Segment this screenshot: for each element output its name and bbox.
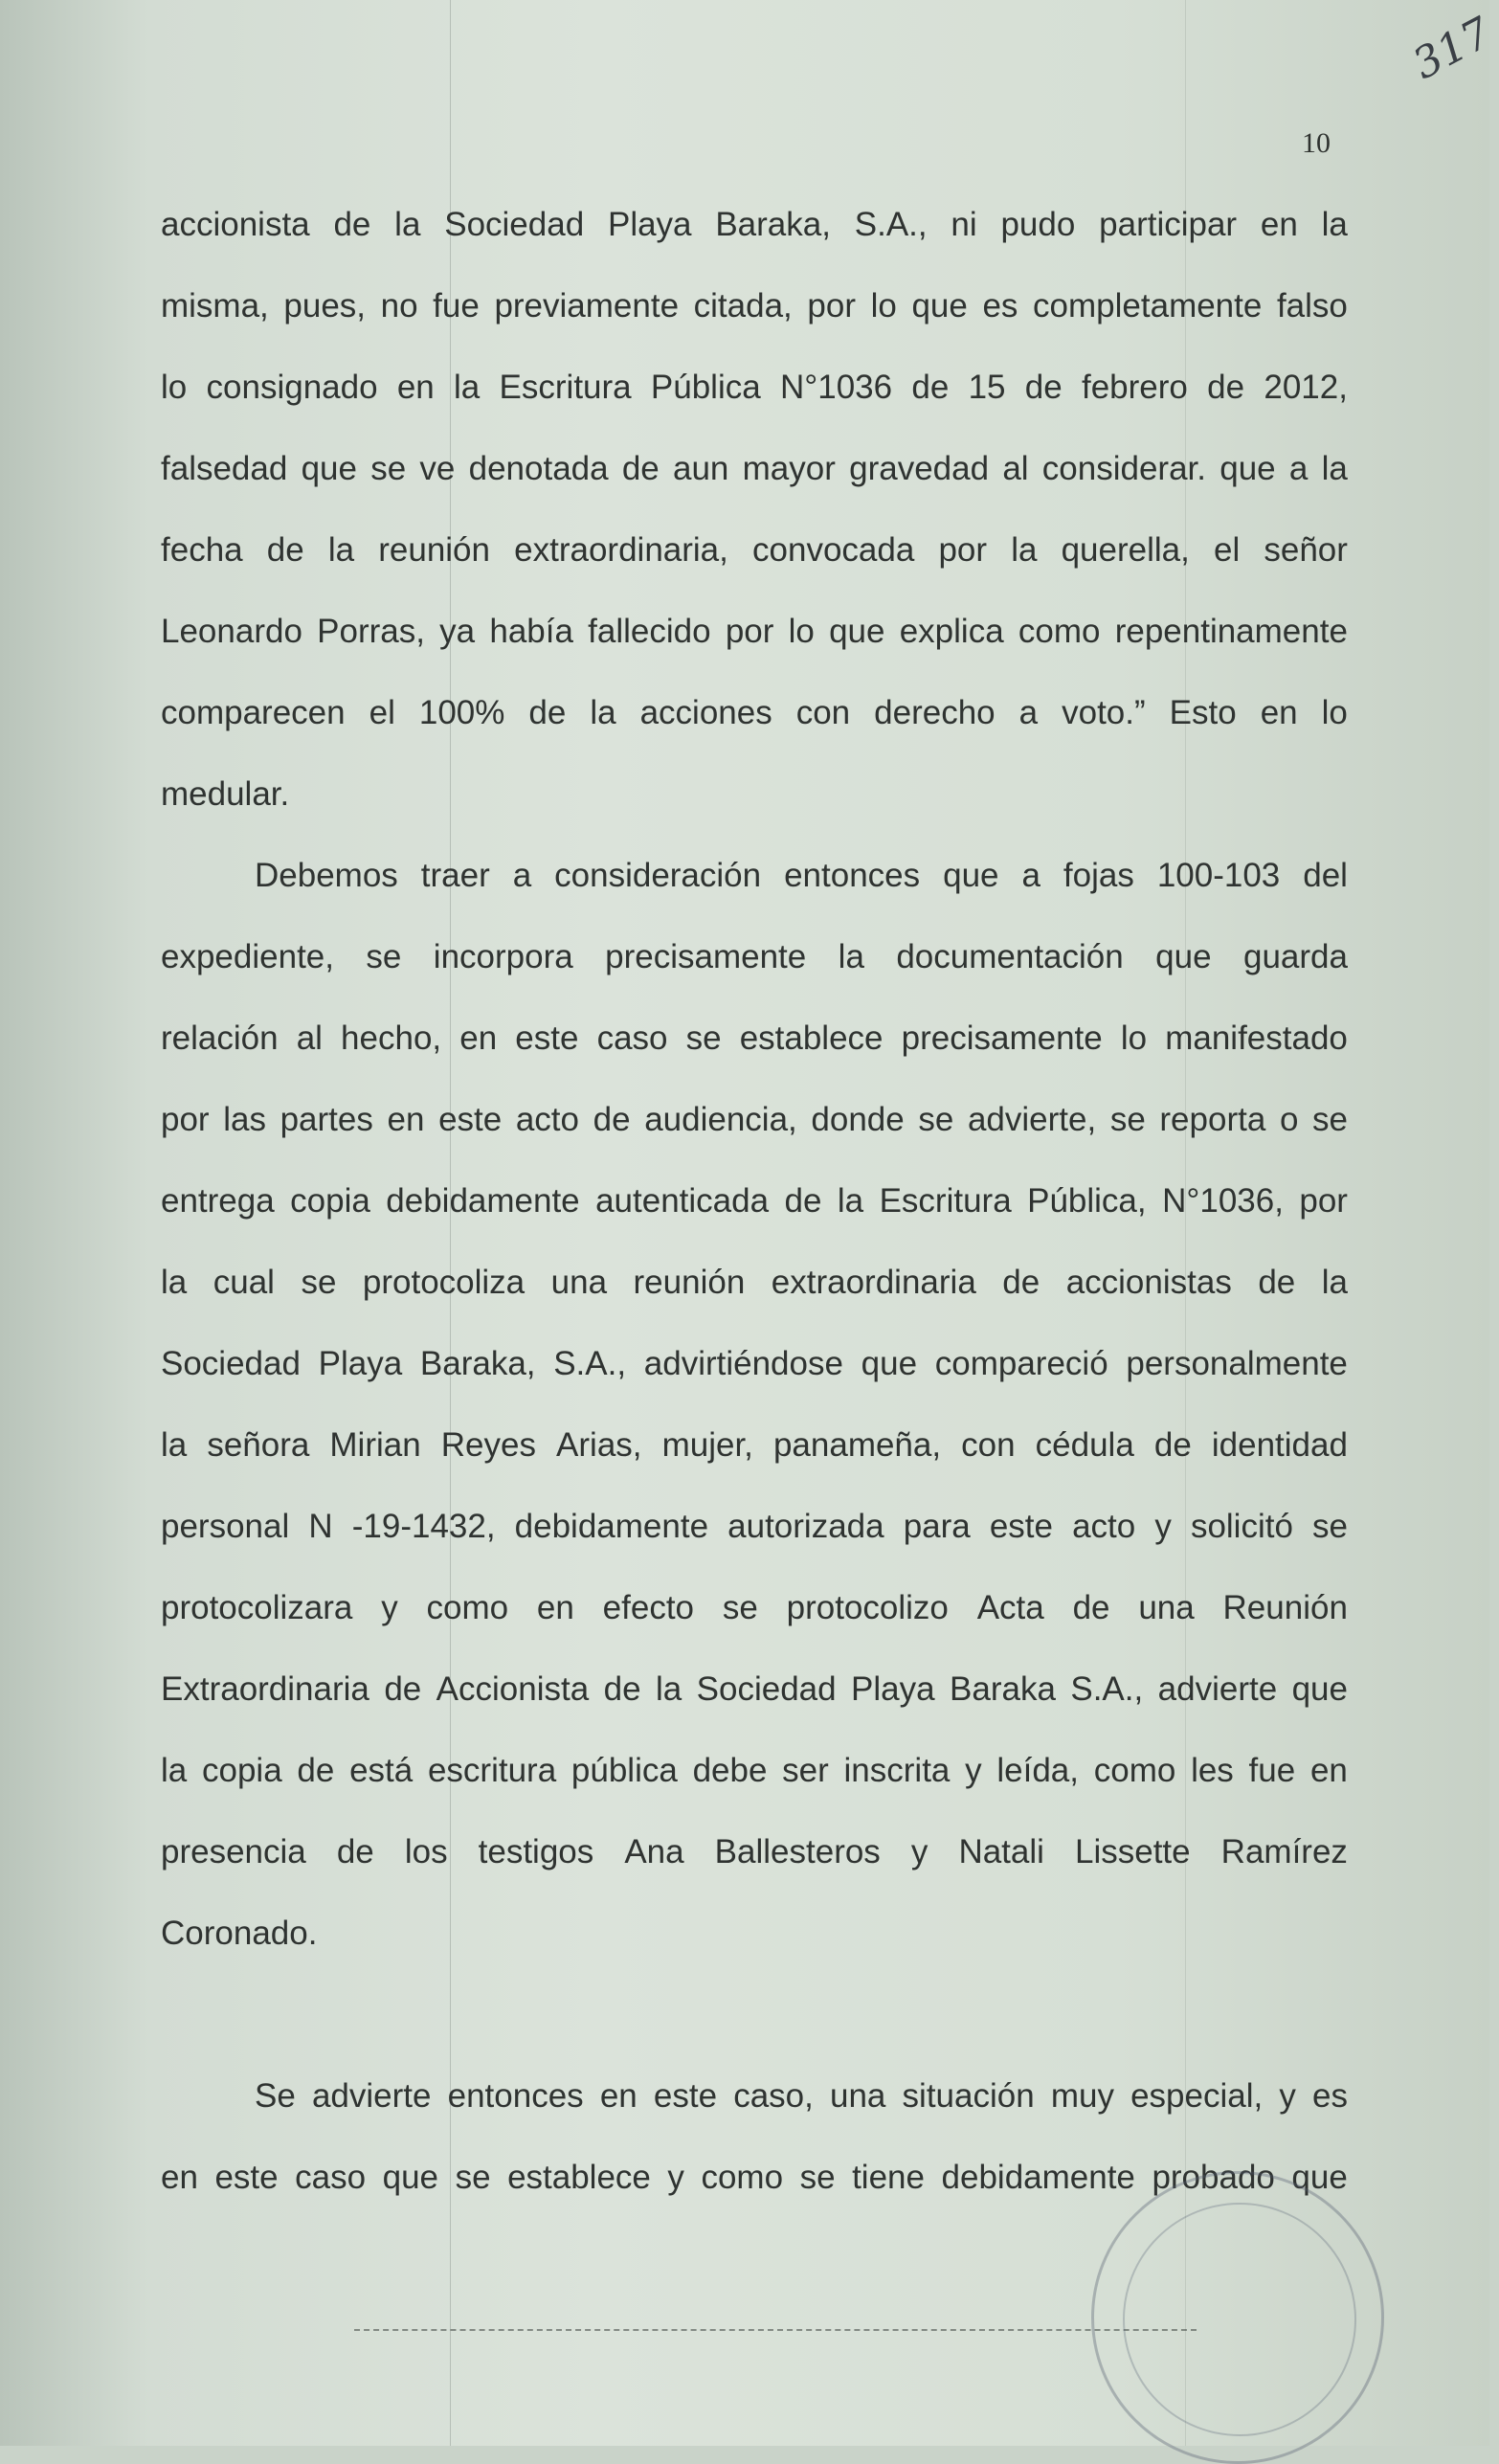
word: Acta (976, 1589, 1044, 1626)
word: se (722, 1589, 758, 1626)
word: precisamente (605, 938, 807, 975)
word: lo (1120, 1019, 1148, 1057)
word: participar (1099, 206, 1238, 243)
word: previamente (494, 287, 680, 325)
word: de (336, 1833, 374, 1870)
word: copia (201, 1752, 282, 1789)
word: Accionista (436, 1670, 590, 1708)
word: al (296, 1019, 323, 1057)
word: -19-1432, (351, 1508, 496, 1545)
word: el (369, 694, 395, 731)
word: 2012, (1264, 369, 1348, 406)
word: Baraka, (715, 206, 831, 243)
word: se (370, 450, 407, 487)
word: Ramírez (1220, 1833, 1348, 1870)
word: no (380, 287, 418, 325)
word: que (1291, 2159, 1348, 2196)
text-line (161, 2055, 1348, 2137)
word: en (387, 1101, 425, 1138)
text-line (161, 916, 1348, 997)
word: reporta (1159, 1101, 1266, 1138)
word: de (384, 1670, 422, 1708)
word: febrero (1081, 369, 1188, 406)
word: advierte (1157, 1670, 1278, 1708)
word: ve (419, 450, 456, 487)
word: de (603, 1670, 641, 1708)
word: Reyes (440, 1426, 536, 1464)
word: de (621, 450, 660, 487)
word: citada, (693, 287, 793, 325)
word: advierte (311, 2077, 432, 2115)
text-line (161, 1486, 1348, 1567)
word: debidamente (514, 1508, 709, 1545)
word: debe (692, 1752, 768, 1789)
word: había (489, 613, 573, 650)
text-line (161, 428, 1348, 509)
word: S.A., (553, 1345, 627, 1382)
word: a (1288, 450, 1309, 487)
word: querella, (1061, 531, 1190, 569)
word: acto (515, 1101, 579, 1138)
word: o (1279, 1101, 1299, 1138)
word: protocoliza (362, 1264, 526, 1301)
word: N (308, 1508, 333, 1545)
word: debidamente (386, 1182, 580, 1220)
word: este (989, 1508, 1053, 1545)
word: comparecen (161, 694, 346, 731)
word: precisamente (901, 1019, 1103, 1057)
word: protocolizara (161, 1589, 353, 1626)
word: Ballesteros (714, 1833, 881, 1870)
paragraph-gap (161, 1974, 1348, 2055)
word: autorizada (727, 1508, 884, 1545)
word: y (910, 1833, 928, 1870)
word: en (459, 1019, 498, 1057)
word: caso (596, 1019, 668, 1057)
word: las (223, 1101, 266, 1138)
word: una (1138, 1589, 1195, 1626)
word: Pública (650, 369, 761, 406)
word: se (301, 1264, 337, 1301)
word: la (327, 531, 355, 569)
word: que (1155, 938, 1212, 975)
word: pues, (283, 287, 367, 325)
word: de (1258, 1264, 1296, 1301)
word: advirtiéndose (643, 1345, 843, 1382)
word: en (161, 2159, 198, 2196)
word: N°1036 (779, 369, 893, 406)
word: con (795, 694, 851, 731)
word: señor (1264, 531, 1348, 569)
word: Leonardo (161, 613, 302, 650)
word: falso (1276, 287, 1348, 325)
word: pudo (1000, 206, 1076, 243)
word: mujer, (661, 1426, 753, 1464)
word: Debemos (255, 857, 398, 894)
word: pública (571, 1752, 678, 1789)
word: copia (290, 1182, 370, 1220)
word: explica (899, 613, 1004, 650)
word: fojas (1063, 857, 1134, 894)
text-line (161, 1567, 1348, 1648)
word: se (1312, 1508, 1348, 1545)
word: y (1279, 2077, 1296, 2115)
text-line (161, 1323, 1348, 1404)
word: una (550, 1264, 608, 1301)
text-line (161, 1079, 1348, 1160)
word: acciones (639, 694, 772, 731)
word: mayor (742, 450, 836, 487)
word: manifestado (1165, 1019, 1348, 1057)
word: cual (213, 1264, 275, 1301)
word: Lissette (1074, 1833, 1191, 1870)
word: fue (1248, 1752, 1296, 1789)
word: y (1154, 1508, 1172, 1545)
word: a (1018, 694, 1039, 731)
word: en (599, 2077, 638, 2115)
word: la (1011, 531, 1038, 569)
word: ni (951, 206, 977, 243)
word: de (784, 1182, 822, 1220)
word: 15 (968, 369, 1006, 406)
word: por (807, 287, 856, 325)
word: a (1021, 857, 1040, 894)
word: aun (673, 450, 729, 487)
word: se (685, 1019, 722, 1057)
word: fecha (161, 531, 243, 569)
word: como (701, 2159, 784, 2196)
word: N°1036, (1162, 1182, 1284, 1220)
word: en (536, 1589, 574, 1626)
text-line (161, 265, 1348, 347)
word: entrega (161, 1182, 275, 1220)
word: Escritura (499, 369, 632, 406)
text-line (161, 1893, 1348, 1974)
word: Escritura (879, 1182, 1012, 1220)
word: incorpora (433, 938, 573, 975)
page-number: 10 (1302, 127, 1331, 159)
word: protocolizo (786, 1589, 949, 1626)
word: muy (1050, 2077, 1114, 2115)
word: Sociedad (696, 1670, 837, 1708)
word: donde (811, 1101, 905, 1138)
word: que (382, 2159, 439, 2196)
word: consignado (206, 369, 378, 406)
word: testigos (478, 1833, 594, 1870)
word: se (918, 1101, 954, 1138)
word: la (394, 206, 421, 243)
word: por (938, 531, 988, 569)
official-seal-stamp (1091, 2171, 1384, 2464)
text-line (161, 509, 1348, 591)
word: acto (1072, 1508, 1136, 1545)
text-line (161, 347, 1348, 428)
word: extraordinaria, (514, 531, 728, 569)
word: reunión (633, 1264, 746, 1301)
word: la (1321, 206, 1348, 243)
word: de (1153, 1426, 1192, 1464)
word: Porras, (317, 613, 425, 650)
word: 100% (418, 694, 505, 731)
word: autenticada (595, 1182, 770, 1220)
official-seal-inner-ring (1123, 2203, 1356, 2436)
word: de (266, 531, 304, 569)
text-line (161, 672, 1348, 753)
word: y (667, 2159, 684, 2196)
text-line (161, 997, 1348, 1079)
word: inscrita (843, 1752, 951, 1789)
word: efecto (602, 1589, 695, 1626)
word: Arias, (556, 1426, 642, 1464)
word: lo (788, 613, 815, 650)
word: ser (782, 1752, 829, 1789)
word: expediente, (161, 938, 334, 975)
word: la (590, 694, 616, 731)
word: Ana (624, 1833, 684, 1870)
word: reunión (378, 531, 490, 569)
word: la (161, 1426, 188, 1464)
word: la (1321, 450, 1348, 487)
word: en (1260, 694, 1298, 731)
word: se (366, 938, 402, 975)
word: entonces (447, 2077, 584, 2115)
word: como (426, 1589, 509, 1626)
word: el (1213, 531, 1241, 569)
word: Playa (851, 1670, 935, 1708)
word: accionista (161, 206, 310, 243)
footer-rule (354, 2329, 1197, 2331)
word: Sociedad (161, 1345, 301, 1382)
word: en (1309, 1752, 1348, 1789)
word: la (655, 1670, 682, 1708)
word: una (830, 2077, 886, 2115)
word: leída, (996, 1752, 1079, 1789)
word: este (515, 1019, 579, 1057)
word: en (1260, 206, 1298, 243)
word: que (943, 857, 999, 894)
word: la (161, 1264, 188, 1301)
word: misma, (161, 287, 269, 325)
word: es (1312, 2077, 1348, 2115)
word: fallecido (588, 613, 711, 650)
word: debidamente (941, 2159, 1135, 2196)
word: de (333, 206, 371, 243)
word: les (1191, 1752, 1234, 1789)
text-line (161, 1730, 1348, 1811)
word: cédula (1035, 1426, 1134, 1464)
word: los (404, 1833, 448, 1870)
word: es (982, 287, 1018, 325)
text-line (161, 1404, 1348, 1486)
word: que (861, 1345, 918, 1382)
word: guarda (1242, 938, 1348, 975)
word: Se (255, 2077, 296, 2115)
word: presencia (161, 1833, 306, 1870)
word: caso, (733, 2077, 814, 2115)
text-line (161, 591, 1348, 672)
word: de (1207, 369, 1245, 406)
word: Mirian (329, 1426, 421, 1464)
word: escritura (427, 1752, 557, 1789)
word: de (1072, 1589, 1110, 1626)
word: Coronado. (161, 1915, 318, 1952)
word: documentación (896, 938, 1124, 975)
word: lo (1321, 694, 1348, 731)
word: Natali (958, 1833, 1044, 1870)
word: la (1321, 1264, 1348, 1301)
word: que (911, 287, 968, 325)
word: situación (902, 2077, 1035, 2115)
word: personalmente (1126, 1345, 1348, 1382)
word: completamente (1033, 287, 1263, 325)
text-line (161, 1811, 1348, 1893)
text-line (161, 1648, 1348, 1730)
word: Baraka (950, 1670, 1056, 1708)
word: que (1291, 1670, 1348, 1708)
word: la (454, 369, 481, 406)
word: establece (507, 2159, 651, 2196)
word: lo (161, 369, 188, 406)
word: partes (280, 1101, 373, 1138)
word: entonces (784, 857, 921, 894)
word: Extraordinaria (161, 1670, 369, 1708)
word: se (1312, 1101, 1348, 1138)
word: hecho, (341, 1019, 442, 1057)
word: y (381, 1589, 398, 1626)
word: como (1093, 1752, 1176, 1789)
word: de (593, 1101, 631, 1138)
word: personal (161, 1508, 290, 1545)
word: repentinamente (1114, 613, 1348, 650)
word: se (1109, 1101, 1146, 1138)
word: S.A., (854, 206, 928, 243)
word: por (161, 1101, 210, 1138)
word: Esto (1169, 694, 1237, 731)
word: accionistas (1065, 1264, 1232, 1301)
word: solicitó (1190, 1508, 1293, 1545)
word: se (455, 2159, 491, 2196)
word: fue (433, 287, 480, 325)
word: la (161, 1752, 188, 1789)
word: que (829, 613, 885, 650)
word: denotada (468, 450, 609, 487)
word: derecho (874, 694, 996, 731)
folio-number: 317 (1405, 8, 1499, 90)
word: S.A., (1070, 1670, 1144, 1708)
word: compareció (934, 1345, 1108, 1382)
word: de (911, 369, 950, 406)
word: señora (207, 1426, 310, 1464)
word: Pública, (1027, 1182, 1147, 1220)
word: audiencia, (644, 1101, 797, 1138)
word: la (837, 1182, 864, 1220)
word: este (438, 1101, 503, 1138)
word: caso (295, 2159, 367, 2196)
word: ya (439, 613, 476, 650)
word: establece (739, 1019, 884, 1057)
word: Playa (607, 206, 692, 243)
word: Playa (318, 1345, 403, 1382)
word: a (512, 857, 532, 894)
word: de (1024, 369, 1063, 406)
word: panameña, (772, 1426, 942, 1464)
word: Baraka, (419, 1345, 536, 1382)
word: voto.” (1062, 694, 1146, 731)
word: tiene (852, 2159, 925, 2196)
word: Reunión (1222, 1589, 1348, 1626)
word: en (396, 369, 435, 406)
word: falsedad (161, 450, 288, 487)
word: como (1018, 613, 1101, 650)
word: advierte, (967, 1101, 1097, 1138)
word: la (838, 938, 864, 975)
word: lo (870, 287, 897, 325)
word: se (799, 2159, 836, 2196)
word: con (961, 1426, 1016, 1464)
text-line (161, 1160, 1348, 1242)
word: considerar. (1041, 450, 1207, 487)
word: este (653, 2077, 718, 2115)
word: que (301, 450, 357, 487)
word: especial, (1130, 2077, 1264, 2115)
word: relación (161, 1019, 279, 1057)
word: que (1219, 450, 1276, 487)
word: extraordinaria (771, 1264, 976, 1301)
word: este (214, 2159, 279, 2196)
word: medular. (161, 775, 290, 813)
word: gravedad (849, 450, 990, 487)
word: traer (420, 857, 490, 894)
word: convocada (752, 531, 915, 569)
text-line (161, 835, 1348, 916)
text-line (161, 1242, 1348, 1323)
text-line (161, 184, 1348, 265)
word: Sociedad (444, 206, 585, 243)
word: de (1002, 1264, 1040, 1301)
document-body (161, 184, 1348, 2218)
word: de (528, 694, 567, 731)
word: consideración (554, 857, 762, 894)
word: por (1299, 1182, 1348, 1220)
text-line (161, 753, 1348, 835)
word: para (903, 1508, 971, 1545)
word: 100-103 (1156, 857, 1281, 894)
word: está (349, 1752, 414, 1789)
word: por (725, 613, 774, 650)
word: de (297, 1752, 335, 1789)
word: y (965, 1752, 982, 1789)
word: identidad (1211, 1426, 1348, 1464)
word: probado (1152, 2159, 1275, 2196)
word: del (1303, 857, 1348, 894)
word: al (1002, 450, 1029, 487)
